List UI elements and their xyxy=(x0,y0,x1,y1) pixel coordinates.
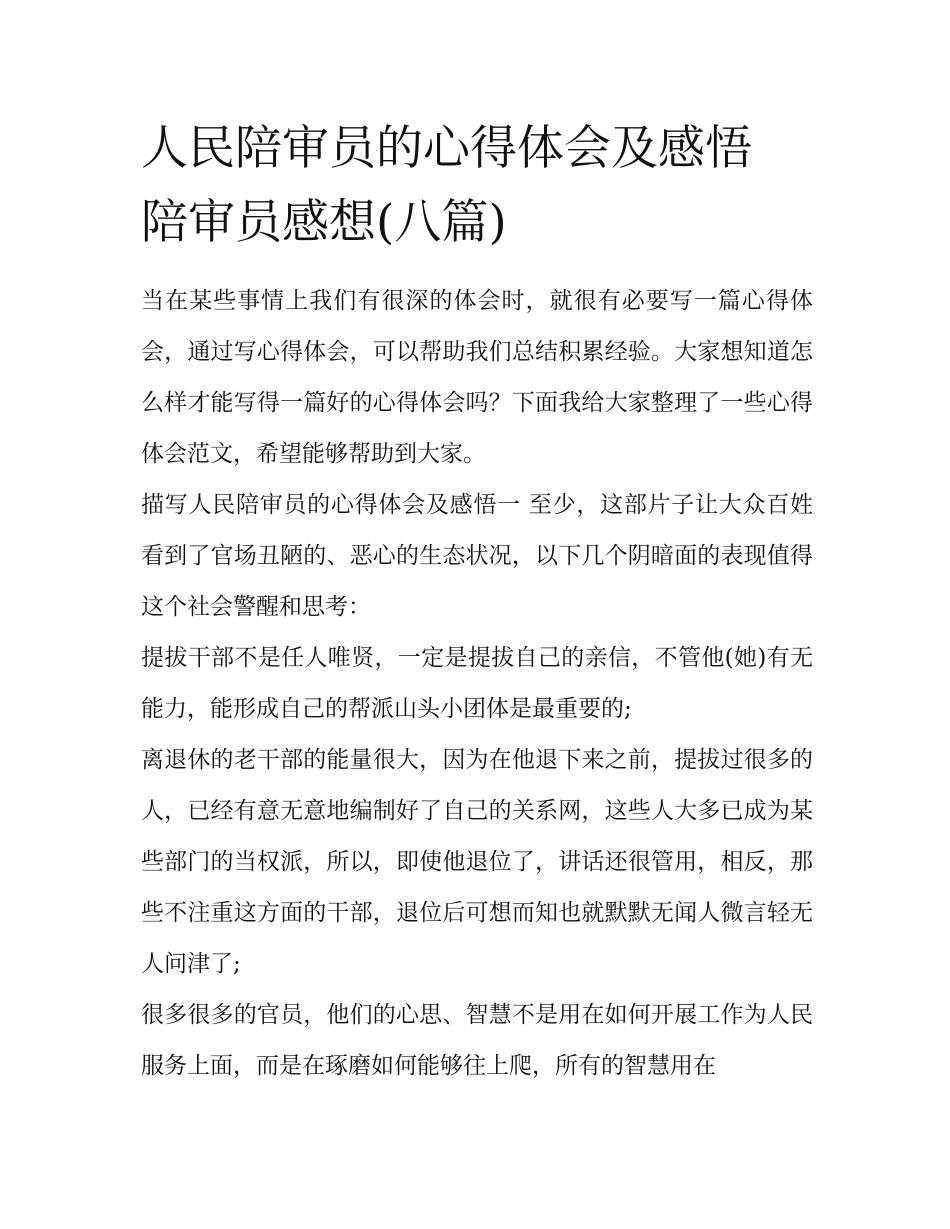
paragraph: 提拔干部不是任人唯贤，一定是提拔自己的亲信，不管他(她)有无能力，能形成自己的帮派山头小团体是最重要的; xyxy=(141,645,813,722)
document-title xyxy=(141,112,813,260)
paragraph: 当在某些事情上我们有很深的体会时，就很有必要写一篇心得体会，通过写心得体会，可以帮助我们总结积累经验。大家想知道怎么样才能写得一篇好的心得体会吗？下面我给大家整理了一些心得体会范文，希望能够帮助到大家。 xyxy=(141,288,813,467)
title-line-2: 陪审员感想(八篇) xyxy=(141,195,507,250)
document-content xyxy=(141,112,813,1092)
document-body xyxy=(141,276,813,1092)
paragraph: 很多很多的官员，他们的心思、智慧不是用在如何开展工作为人民服务上面，而是在琢磨如何能够往上爬，所有的智慧用在 xyxy=(141,1002,813,1079)
paragraph: 描写人民陪审员的心得体会及感悟一 至少，这部片子让大众百姓看到了官场丑陋的、恶心的生态状况，以下几个阴暗面的表现值得这个社会警醒和思考： xyxy=(141,492,813,620)
paragraph: 离退休的老干部的能量很大，因为在他退下来之前，提拔过很多的人，已经有意无意地编制好了自己的关系网，这些人大多已成为某些部门的当权派，所以，即使他退位了，讲话还很管用，相反，那些不注重这方面的干部，退位后可想而知也就默默无闻人微言轻无人问津了; xyxy=(141,747,813,977)
title-line-1: 人民陪审员的心得体会及感悟 xyxy=(141,121,752,176)
